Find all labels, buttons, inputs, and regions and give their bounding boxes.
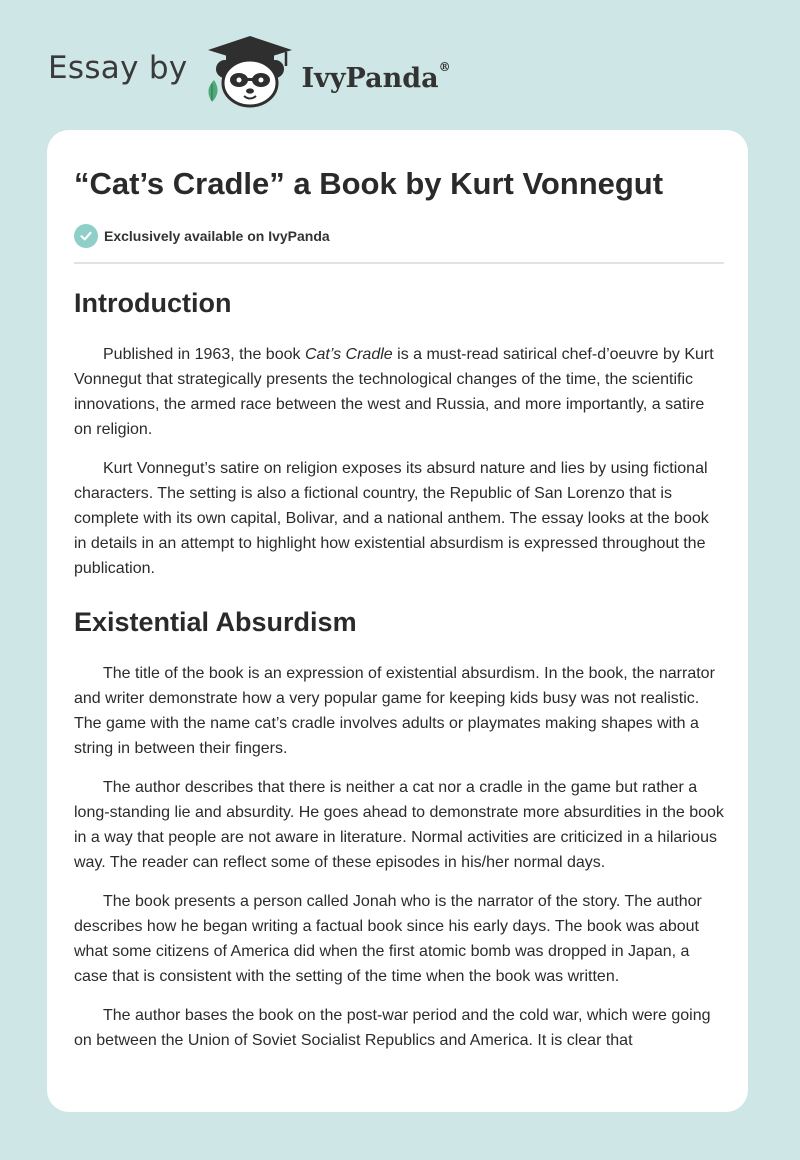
section-heading-existential-absurdism: Existential Absurdism (74, 607, 357, 637)
exclusive-badge (74, 224, 724, 248)
paragraph: Published in 1963, the book Cat’s Cradle is a must-read satirical chef-d’oeuvre by Kurt Vonnegut that strategically presents the technological changes of the time, the scientific innovations, the armed race between the west and Russia, and more importantly, a satire on religion. (74, 346, 714, 438)
exclusive-badge-label: Exclusively available on IvyPanda (104, 228, 330, 244)
panda-graduate-icon[interactable] (200, 36, 300, 108)
paragraph: The book presents a person called Jonah who is the narrator of the story. The author describes how he began writing a factual book since his early days. The book was about what some citizens of America did when the first atomic bomb was dropped in Japan, a case that is consistent with the setting of the time when the book was written. (74, 893, 702, 985)
brand-name[interactable]: IvyPanda® (301, 59, 451, 94)
brand-prefix: Essay by (48, 50, 188, 86)
check-icon (74, 224, 98, 248)
site-header (48, 36, 451, 108)
divider (74, 262, 724, 264)
article-title: “Cat’s Cradle” a Book by Kurt Vonnegut (74, 166, 664, 201)
paragraph: The author describes that there is neither a cat nor a cradle in the game but rather a long-standing lie and absurdity. He goes ahead to demonstrate more absurdities in the book in a way that people are not aware in literature. Normal activities are criticized in a hilarious way. The reader can reflect some of these episodes in his/her normal days. (74, 779, 724, 871)
section-heading-introduction: Introduction (74, 288, 232, 318)
article-content (74, 130, 724, 1053)
paragraph: The title of the book is an expression of existential absurdism. In the book, the narrator and writer demonstrate how a very popular game for keeping kids busy was not realistic. The game with the name cat’s cradle involves adults or playmates making shapes with a string in between their fingers. (74, 665, 715, 757)
paragraph: The author bases the book on the post-war period and the cold war, which were going on between the Union of Soviet Socialist Republics and America. It is clear that (74, 1007, 711, 1049)
paragraph: Kurt Vonnegut’s satire on religion exposes its absurd nature and lies by using fictional characters. The setting is also a fictional country, the Republic of San Lorenzo that is complete with its own capital, Bolivar, and a national anthem. The essay looks at the book in details in an attempt to highlight how existential absurdism is expressed throughout the publication. (74, 460, 709, 577)
book-title-italic: Cat’s Cradle (304, 346, 393, 363)
article-card (47, 130, 748, 1112)
